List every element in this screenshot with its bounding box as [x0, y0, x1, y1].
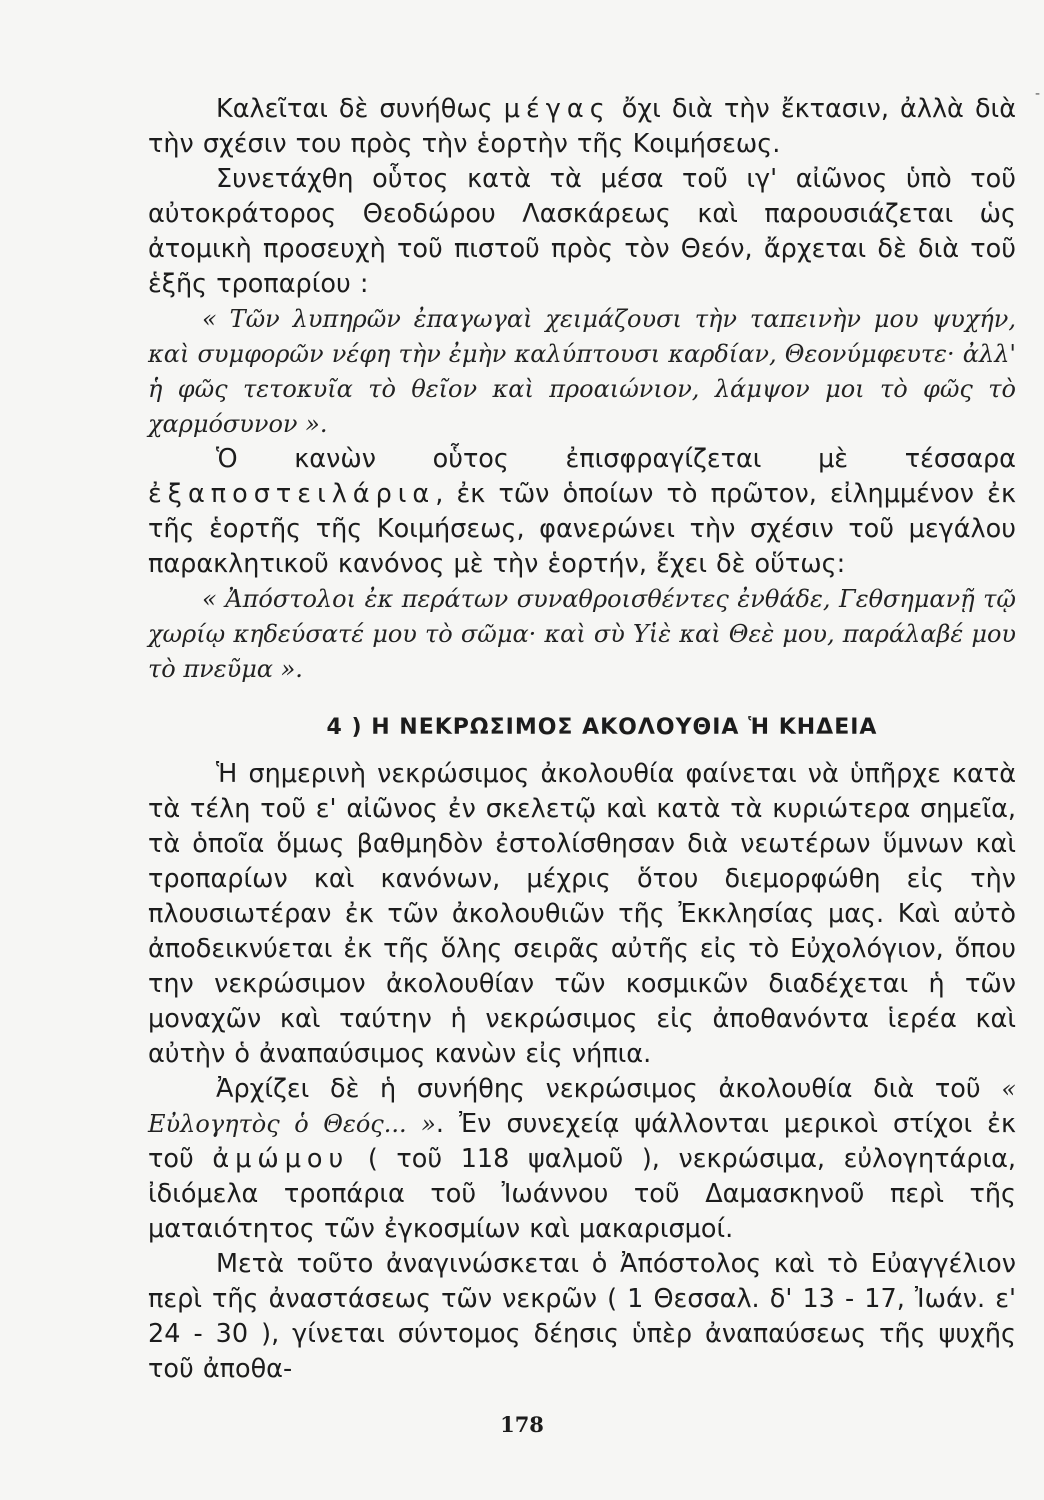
- paragraph-5: Ἀρχίζει δὲ ἡ συνήθης νεκρώσιμος ἀκολουθία διὰ τοῦ « Εὐλογητὸς ὁ Θεός... ». Ἐν συνεχείᾳ ψάλλονται μερικοὶ στίχοι ἐκ τοῦ ἀμώμου ( τοῦ 118 ψαλμοῦ ), νεκρώσιμα, εὐλογητάρια, ἰδιόμελα τροπάρια τοῦ Ἰωάννου τοῦ Δαμασκηνοῦ περὶ τῆς ματαιότητος τῶν ἐγκοσμίων καὶ μακαρισμοί.: [148, 1074, 1016, 1244]
- paragraph-4: Ἡ σημερινὴ νεκρώσιμος ἀκολουθία φαίνεται νὰ ὑπῆρχε κατὰ τὰ τέλη τοῦ ε' αἰῶνος ἐν σκελετῷ καὶ κατὰ τὰ κυριώτερα σημεῖα, τὰ ὁποῖα ὅμως βαθμηδὸν ἐστολίσθησαν διὰ νεωτέρων ὕμνων καὶ τροπαρίων καὶ κανόνων, μέχρις ὅτου διεμορφώθη εἰς τὴν πλουσιωτέραν ἐκ τῶν ἀκολουθιῶν τῆς Ἐκκλησίας μας. Καὶ αὐτὸ ἀποδεικνύεται ἐκ τῆς ὅλης σειρᾶς αὐτῆς εἰς τὸ Εὐχολόγιον, ὅπου την νεκρώσιμον ἀκολουθίαν τῶν κοσμικῶν διαδέχεται ἡ τῶν μοναχῶν καὶ ταύτην ἡ νεκρώσιμος εἰς ἀποθανόντα ἱερέα καὶ αὐτὴν ὁ ἀναπαύσιμος κανὼν εἰς νήπια.: [148, 759, 1016, 1069]
- quote-troparion: « Τῶν λυπηρῶν ἐπαγωγαὶ χειμάζουσι τὴν ταπεινὴν μου ψυχήν, καὶ συμφορῶν νέφη τὴν ἐμὴν καλύπτουσι καρδίαν, Θεονύμφευτε· ἀλλ' ἡ φῶς τετοκυῖα τὸ θεῖον καὶ προαιώνιον, λάμψον μοι τὸ φῶς τὸ χαρμόσυνον ».: [148, 305, 1016, 438]
- section-heading: 4 ) Η ΝΕΚΡΩΣΙΜΟΣ ΑΚΟΛΟΥΘΙΑ Ἡ ΚΗΔΕΙΑ: [326, 715, 878, 740]
- spaced-word-exapostilaria: ἐξαποστειλάρια: [148, 479, 436, 509]
- spaced-word-megas: μέγας: [503, 94, 611, 124]
- spaced-word-amomou: ἀμώμου: [212, 1144, 350, 1174]
- paragraph-1: Καλεῖται δὲ συνήθως μέγας ὄχι διὰ τὴν ἔκτασιν, ἀλλὰ διὰ τὴν σχέσιν του πρὸς τὴν ἑορτὴν τῆς Κοιμήσεως.: [148, 94, 1016, 159]
- paragraph-2: Συνετάχθη οὗτος κατὰ τὰ μέσα τοῦ ιγ' αἰῶνος ὑπὸ τοῦ αὐτοκράτορος Θεοδώρου Λασκάρεως καὶ παρουσιάζεται ὡς ἀτομικὴ προσευχὴ τοῦ πιστοῦ πρὸς τὸν Θεόν, ἄρχεται δὲ διὰ τοῦ ἑξῆς τροπαρίου :: [148, 164, 1016, 299]
- page-body: [148, 92, 1016, 1387]
- margin-mark: -: [1034, 86, 1040, 102]
- paragraph-6: Μετὰ τοῦτο ἀναγινώσκεται ὁ Ἀπόστολος καὶ τὸ Εὐαγγέλιον περὶ τῆς ἀναστάσεως τῶν νεκρῶν ( 1 Θεσσαλ. δ' 13 - 17, Ἰωάν. ε' 24 - 30 ), γίνεται σύντομος δέησις ὑπὲρ ἀναπαύσεως τῆς ψυχῆς τοῦ ἀποθα-: [148, 1249, 1016, 1384]
- quote-exapostilarion: « Ἀπόστολοι ἐκ περάτων συναθροισθέντες ἐνθάδε, Γεθσημανῇ τῷ χωρίῳ κηδεύσατέ μου τὸ σῶμα· καὶ σὺ Υἱὲ καὶ Θεὲ μου, παράλαβέ μου τὸ πνεῦμα ».: [148, 585, 1016, 683]
- page-number: 178: [500, 1412, 544, 1437]
- paragraph-3: Ὁ κανὼν οὗτος ἐπισφραγίζεται μὲ τέσσαρα ἐξαποστειλάρια, ἐκ τῶν ὁποίων τὸ πρῶτον, εἰλημμένον ἐκ τῆς ἑορτῆς τῆς Κοιμήσεως, φανερώνει τὴν σχέσιν τοῦ μεγάλου παρακλητικοῦ κανόνος μὲ τὴν ἑορτήν, ἔχει δὲ οὕτως:: [148, 444, 1016, 579]
- italic-eulogitos: « Εὐλογητὸς ὁ Θεός... »: [148, 1075, 1016, 1138]
